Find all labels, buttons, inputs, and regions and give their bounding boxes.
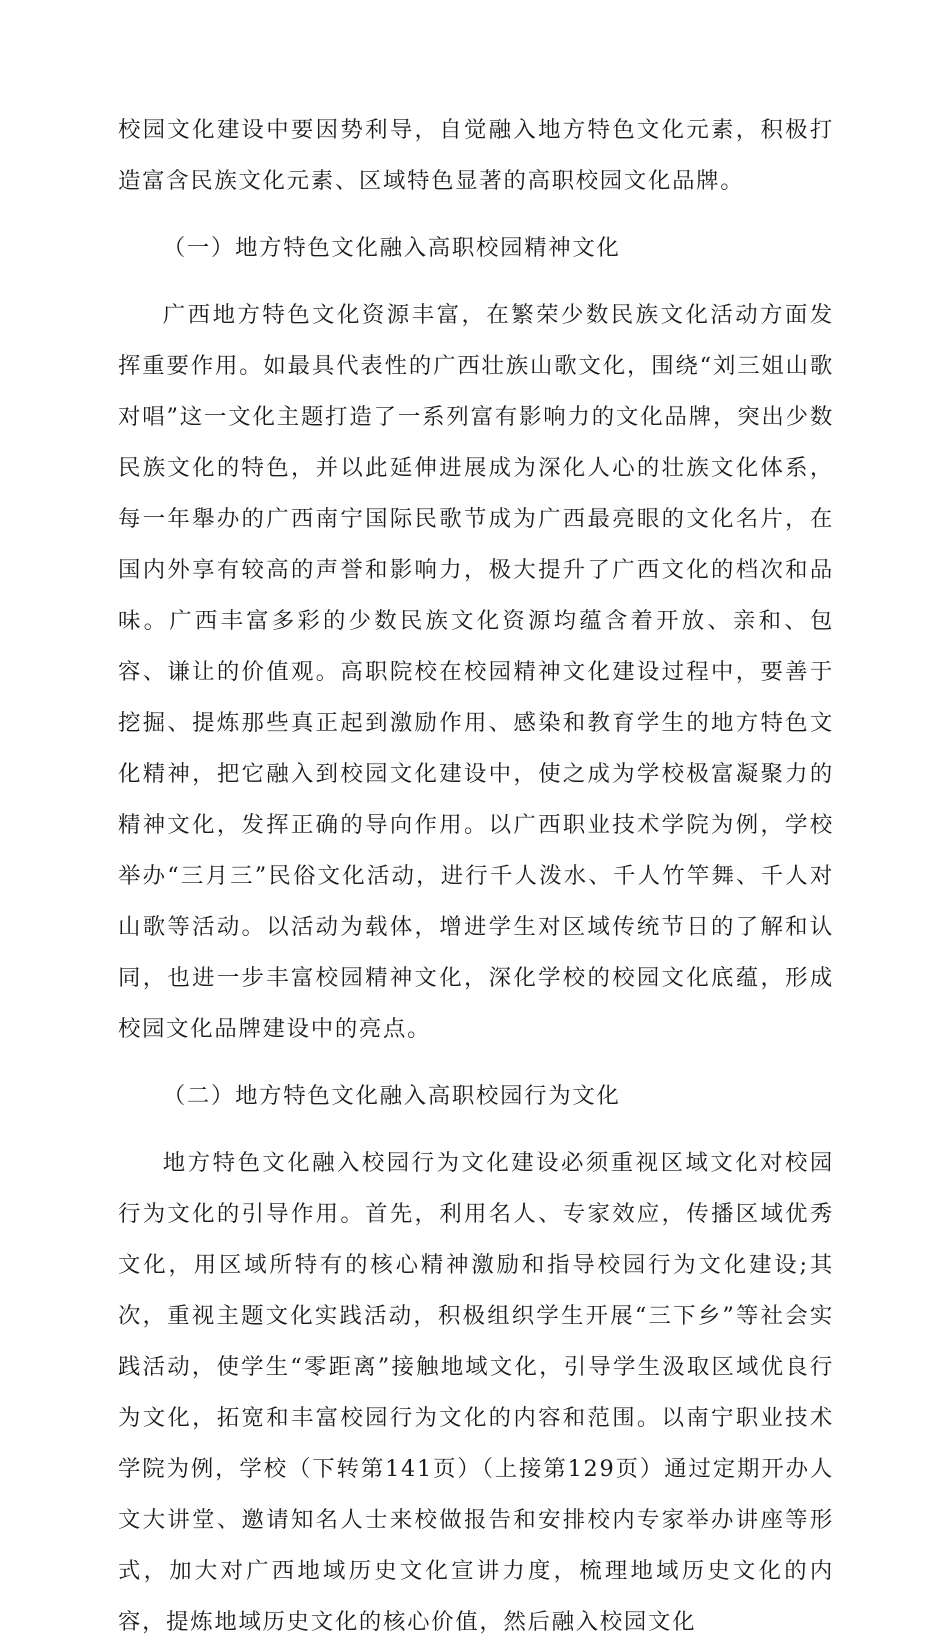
spacer <box>118 274 834 290</box>
paragraph-intro: 校园文化建设中要因势利导，自觉融入地方特色文化元素，积极打造富含民族文化元素、区域特色显著的高职校园文化品牌。 <box>118 117 834 194</box>
spacer <box>118 1055 834 1071</box>
spacer <box>118 207 834 223</box>
paragraph-behavior-culture: 地方特色文化融入校园行为文化建设必须重视区域文化对校园行为文化的引导作用。首先，利用名人、专家效应，传播区域优秀文化，用区域所特有的核心精神激励和指导校园行为文化建设;其次，重视主题文化实践活动，积极组织学生开展“三下乡”等社会实践活动，使学生“零距离”接触地域文化，引导学生汲取区域优良行为文化，拓宽和丰富校园行为文化的内容和范围。以南宁职业技术学院为例，学校（下转第141页）（上接第129页）通过定期开办人文大讲堂、邀请知名人士来校做报告和安排校内专家举办讲座等形式，加大对广西地域历史文化宣讲力度，梳理地域历史文化的内容，提炼地域历史文化的核心价值，然后融入校园文化 <box>118 1150 834 1635</box>
section-heading-1: （一）地方特色文化融入高职校园精神文化 <box>162 235 621 261</box>
spacer <box>118 1122 834 1138</box>
paragraph-spiritual-culture: 广西地方特色文化资源丰富，在繁荣少数民族文化活动方面发挥重要作用。如最具代表性的广西壮族山歌文化，围绕“刘三姐山歌对唱”这一文化主题打造了一系列富有影响力的文化品牌，突出少数民族文化的特色，并以此延伸进展成为深化人心的壮族文化体系，每一年舉办的广西南宁国际民歌节成为广西最亮眼的文化名片，在国内外享有较高的声誉和影响力，极大提升了广西文化的档次和品味。广西丰富多彩的少数民族文化资源均蕴含着开放、亲和、包容、谦让的价值观。高职院校在校园精神文化建设过程中，要善于挖掘、提炼那些真正起到激励作用、感染和教育学生的地方特色文化精神，把它融入到校园文化建设中，使之成为学校极富凝聚力的精神文化，发挥正确的导向作用。以广西职业技术学院为例，学校举办“三月三”民俗文化活动，进行千人泼水、千人竹竿舞、千人对山歌等活动。以活动为载体，增进学生对区域传统节日的了解和认同，也进一步丰富校园精神文化，深化学校的校园文化底蕴，形成校园文化品牌建设中的亮点。 <box>118 302 834 1042</box>
document-page <box>118 105 834 1648</box>
section-heading-2: （二）地方特色文化融入高职校园行为文化 <box>162 1083 621 1109</box>
